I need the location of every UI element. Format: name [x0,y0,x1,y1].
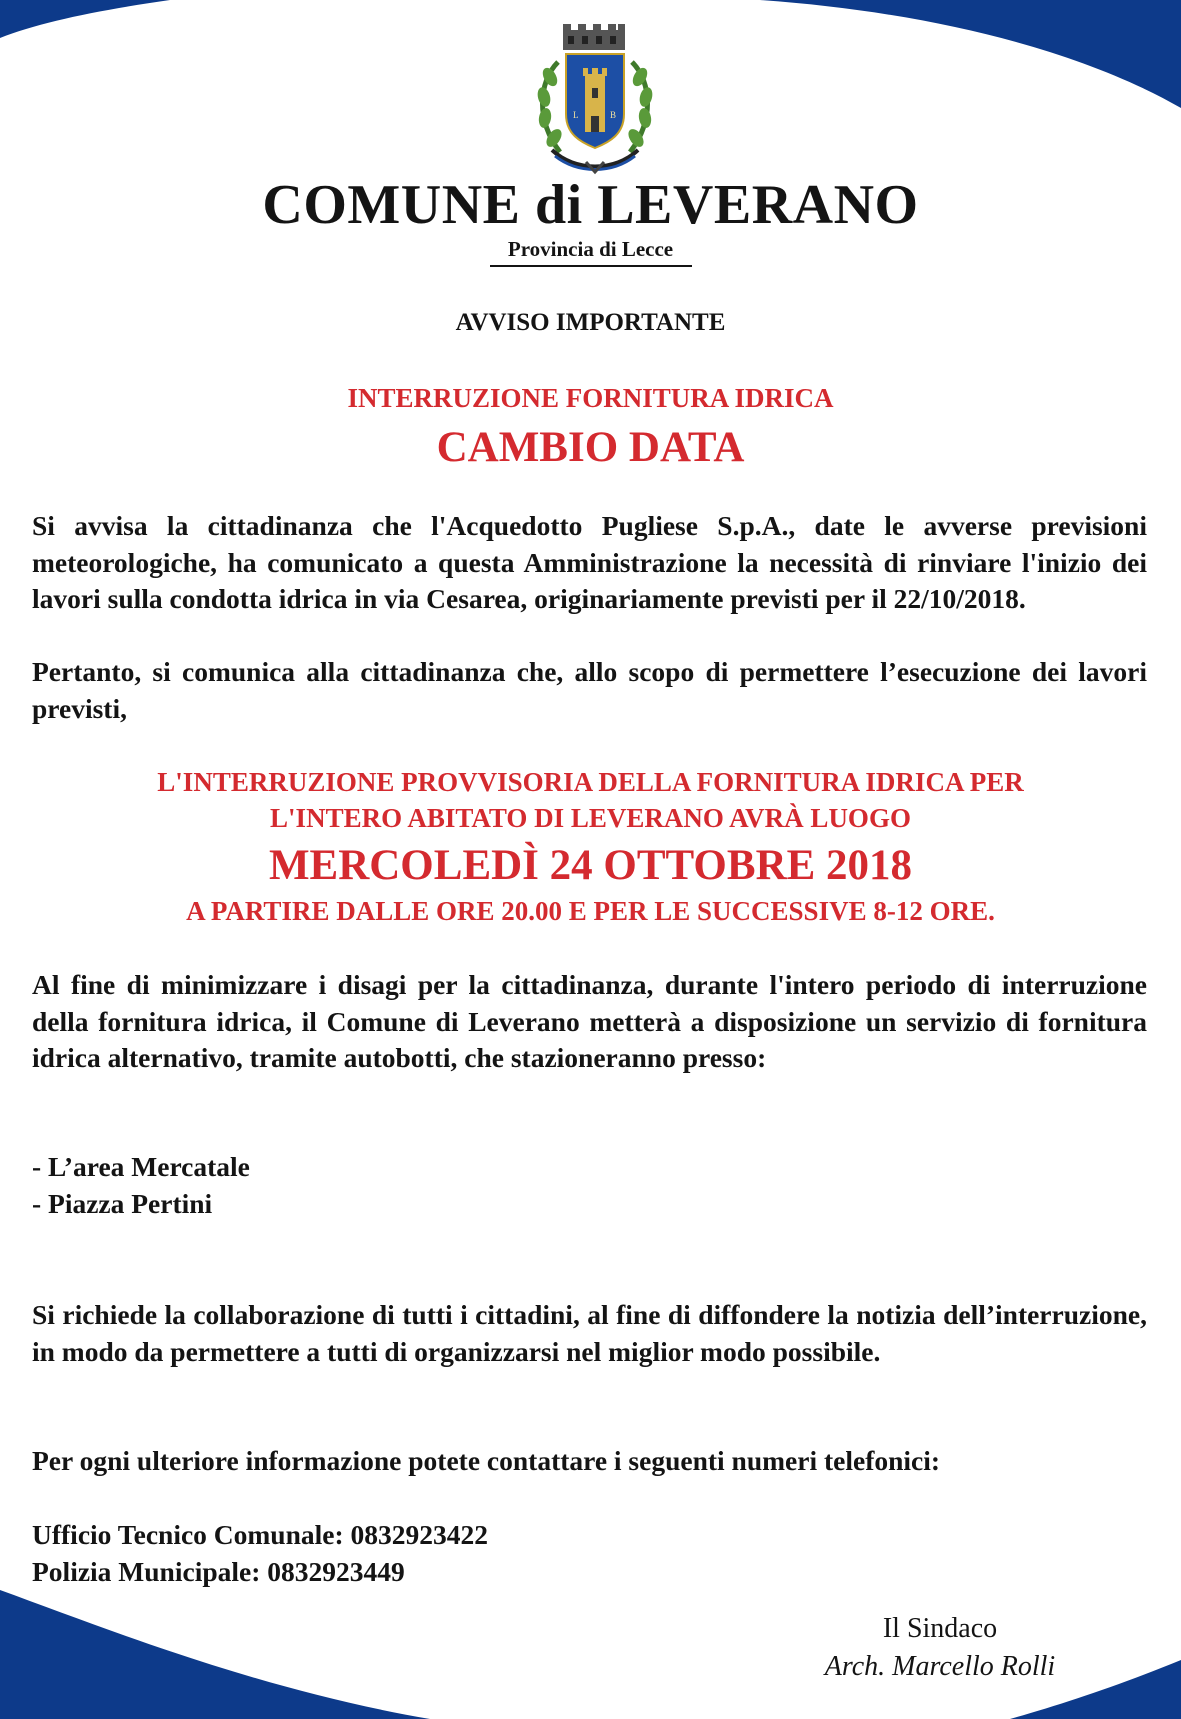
signature-name: Arch. Marcello Rolli [824,1651,1056,1682]
alternative-supply-paragraph: Al fine di minimizzare i disagi per la cittadinanza, durante l'intero periodo di interruzione della fornitura idrica, il Comune di Leverano metterà a disposizione un servizio di fornitura idrica alternativo, tramite autobotti, che stazioneranno presso: [32,969,1147,1073]
announcement-line-2: L'INTERO ABITATO DI LEVERANO AVRÀ LUOGO [270,803,911,833]
svg-text:L: L [573,110,579,120]
phone-municipal-police: Polizia Municipale: 0832923449 [32,1556,405,1587]
phone-technical-office: Ufficio Tecnico Comunale: 0832923422 [32,1519,489,1550]
svg-text:B: B [610,110,617,120]
notice-headline: CAMBIO DATA [436,424,745,471]
province-name: Provincia di Lecce [507,237,674,261]
location-list [32,1149,250,1222]
signature-title: Il Sindaco [882,1613,998,1644]
announcement-date: MERCOLEDÌ 24 OTTOBRE 2018 [268,842,913,889]
contacts-intro: Per ogni ulteriore informazione potete contattare i seguenti numeri telefonici: [32,1445,941,1476]
province-underline [490,265,692,267]
intro-paragraph: Si avvisa la cittadinanza che l'Acquedotto Pugliese S.p.A., date le avverse previsioni meteorologiche, ha comunicato a questa Amministrazione la necessità di rinviare l'inizio dei lavori sulla condotta idrica in via Cesarea, originariamente previsti per il 22/10/2018. [32,510,1147,614]
then-paragraph: Pertanto, si comunica alla cittadinanza che, allo scopo di permettere l’esecuzione dei lavori previsti, [32,656,1147,724]
list-item: - L’area Mercatale [32,1151,250,1182]
collaboration-paragraph: Si richiede la collaborazione di tutti i cittadini, al fine di diffondere la notizia dell’interruzione, in modo da permettere a tutti di organizzarsi nel miglior modo possibile. [32,1299,1147,1367]
town-name: COMUNE di LEVERANO [262,174,919,236]
municipal-crest-icon [530,22,660,177]
list-item: - Piazza Pertini [32,1187,213,1219]
announcement-hours: A PARTIRE DALLE ORE 20.00 E PER LE SUCCESSIVE 8-12 ORE. [186,896,995,926]
notice-subject: INTERRUZIONE FORNITURA IDRICA [347,383,834,413]
phone-list [32,1516,488,1590]
announcement-line-1: L'INTERRUZIONE PROVVISORIA DELLA FORNITURA IDRICA PER [157,767,1024,797]
signature-block [780,1610,1100,1686]
notice-kind: AVVISO IMPORTANTE [455,309,726,336]
